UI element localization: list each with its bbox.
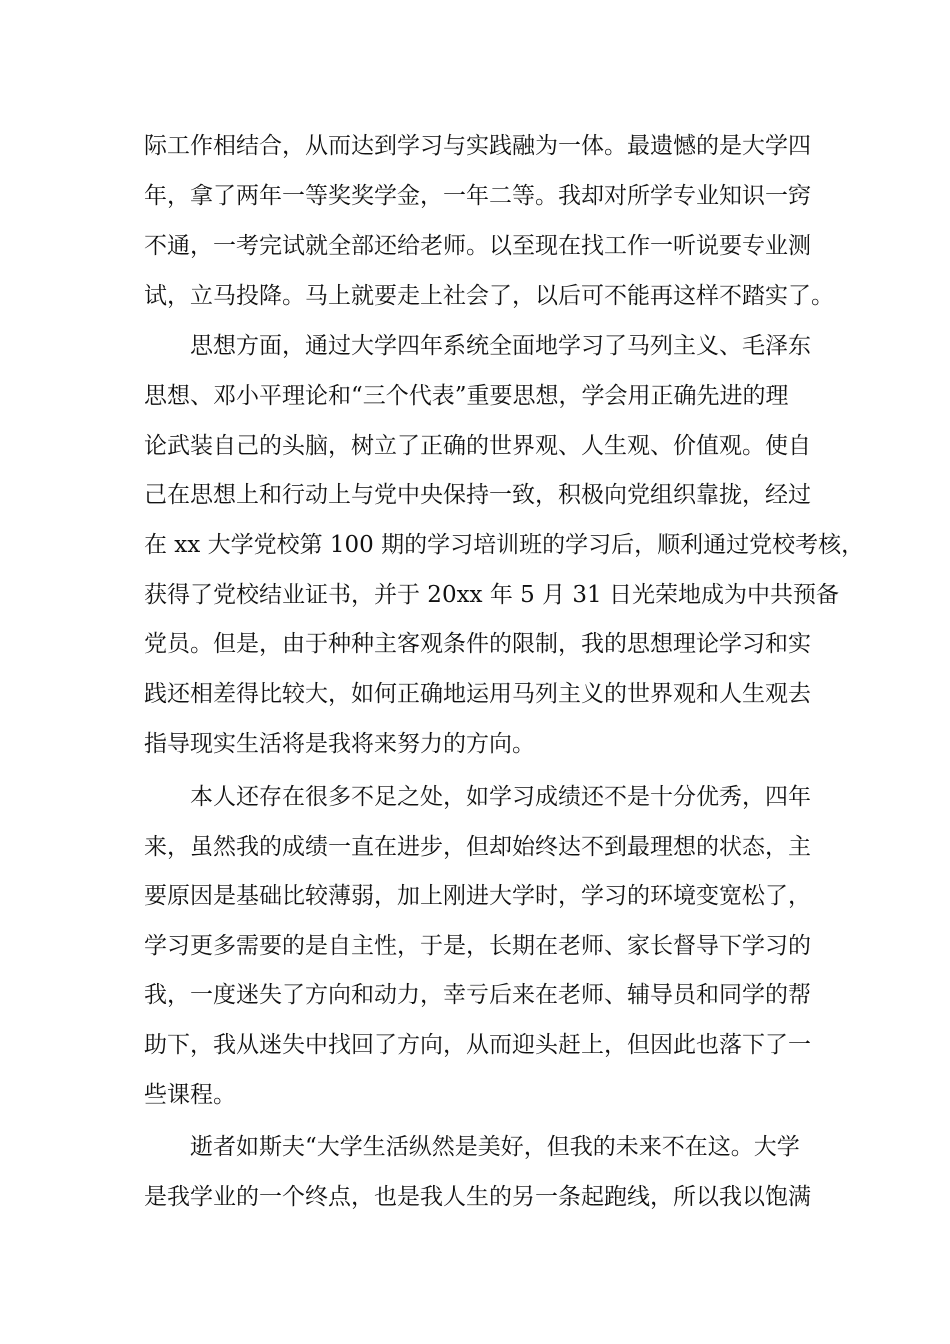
text-line-11: 党员。但是，由于种种主客观条件的限制，我的思想理论学习和实 xyxy=(144,631,811,657)
text-line-4: 试，立马投降。马上就要走上社会了，以后可不能再这样不踏实了。 xyxy=(144,283,834,309)
text-line-20: 些课程。 xyxy=(144,1082,236,1108)
text-line-8: 己在思想上和行动上与党中央保持一致，积极向党组织靠拢，经过 xyxy=(144,482,811,508)
text-line-18: 我，一度迷失了方向和动力，幸亏后来在老师、辅导员和同学的帮 xyxy=(144,982,811,1008)
text-line-15: 来，虽然我的成绩一直在进步，但却始终达不到最理想的状态，主 xyxy=(144,834,811,860)
paragraph-start-line: 本人还存在很多不足之处，如学习成绩还不是十分优秀，四年 xyxy=(190,784,811,810)
text-line-3: 不通，一考完试就全部还给老师。以至现在找工作一听说要专业测 xyxy=(144,233,811,259)
paragraph-start-line: 思想方面，通过大学四年系统全面地学习了马列主义、毛泽东 xyxy=(190,333,811,359)
text-line-22: 是我学业的一个终点，也是我人生的另一条起跑线，所以我以饱满 xyxy=(144,1184,811,1210)
text-line-7: 论武装自己的头脑，树立了正确的世界观、人生观、价值观。使自 xyxy=(144,433,811,459)
text-line-13: 指导现实生活将是我将来努力的方向。 xyxy=(144,731,535,757)
text-line-9: 在 xx 大学党校第 100 期的学习培训班的学习后，顺利通过党校考核， xyxy=(144,532,865,558)
text-line-1: 际工作相结合，从而达到学习与实践融为一体。最遗憾的是大学四 xyxy=(144,133,811,159)
text-line-19: 助下，我从迷失中找回了方向，从而迎头赶上，但因此也落下了一 xyxy=(144,1032,811,1058)
text-line-2: 年，拿了两年一等奖奖学金，一年二等。我却对所学专业知识一窍 xyxy=(144,183,811,209)
text-line-6: 思想、邓小平理论和“三个代表”重要思想，学会用正确先进的理 xyxy=(144,383,789,409)
text-line-10: 获得了党校结业证书，并于 20xx 年 5 月 31 日光荣地成为中共预备 xyxy=(144,582,839,608)
text-line-17: 学习更多需要的是自主性，于是，长期在老师、家长督导下学习的 xyxy=(144,933,811,959)
paragraph-start-line: 逝者如斯夫“大学生活纵然是美好，但我的未来不在这。大学 xyxy=(190,1134,800,1160)
text-line-16: 要原因是基础比较薄弱，加上刚进大学时，学习的环境变宽松了， xyxy=(144,883,811,909)
text-line-12: 践还相差得比较大，如何正确地运用马列主义的世界观和人生观去 xyxy=(144,681,811,707)
